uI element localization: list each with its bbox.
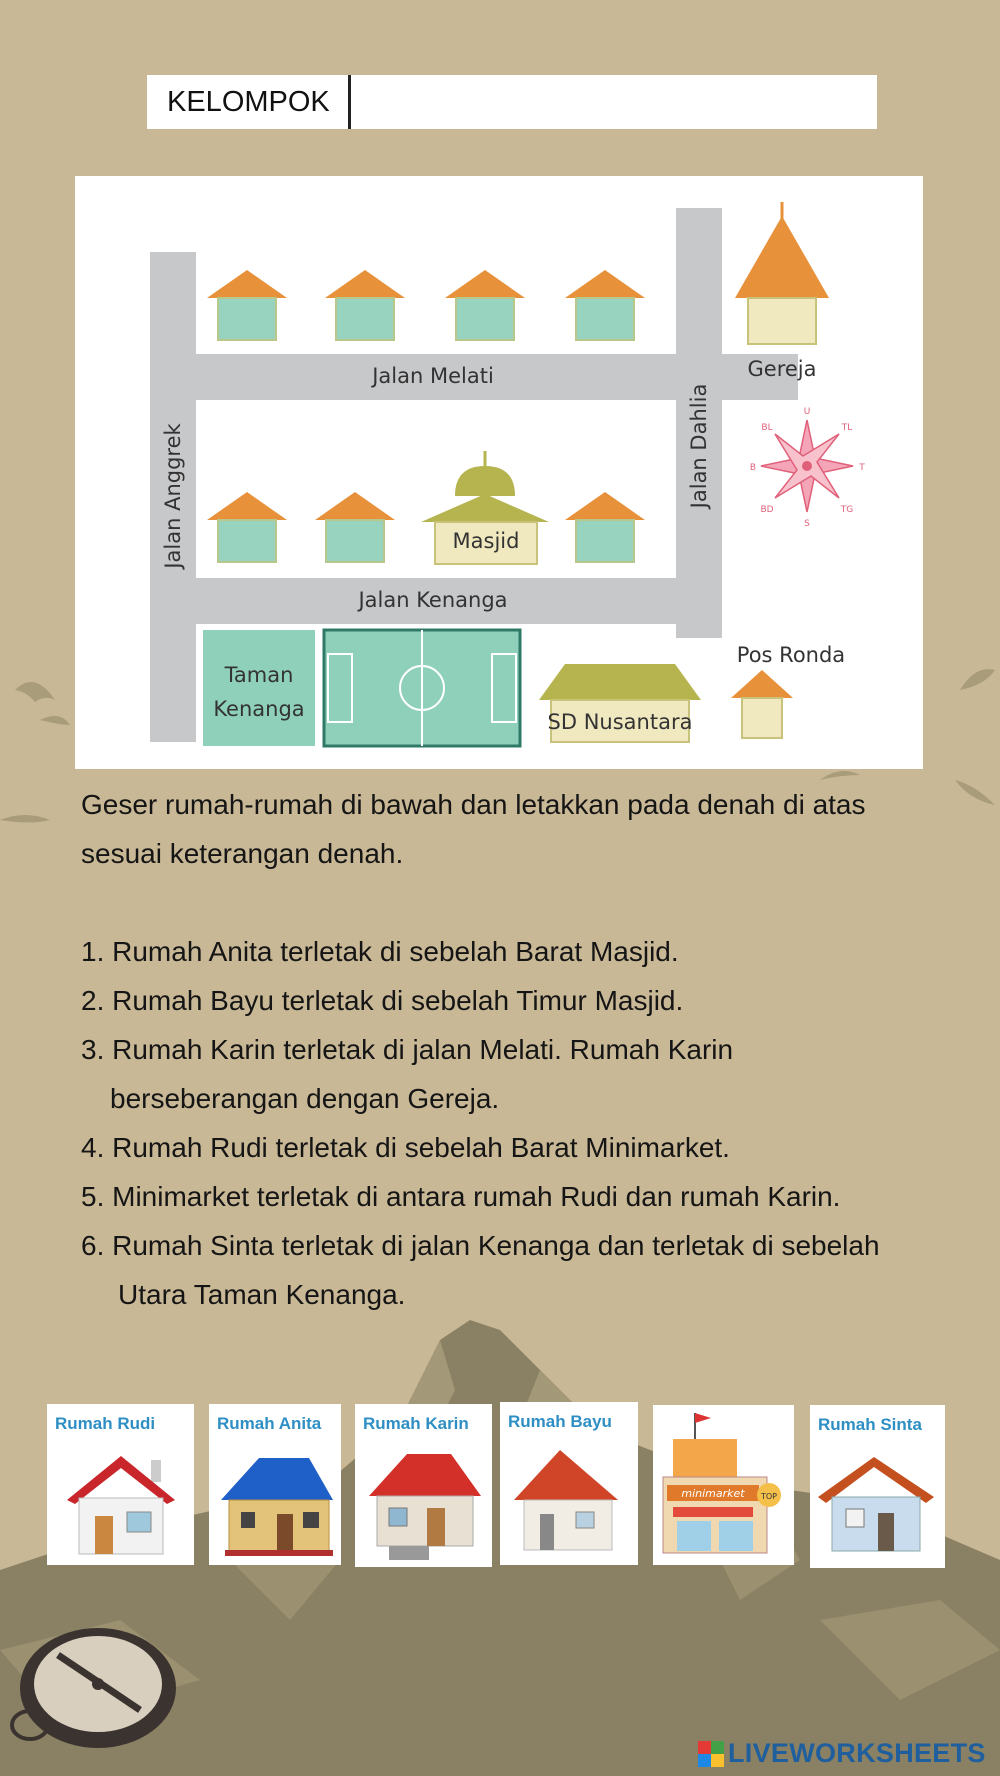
label-gereja: Gereja [747, 357, 817, 381]
card-rumah-sinta[interactable] [810, 1405, 945, 1568]
card-rumah-rudi[interactable] [47, 1404, 194, 1565]
svg-text:T: T [859, 463, 865, 473]
logo-text: LIVEWORKSHEETS [728, 1738, 986, 1768]
house-icon [565, 270, 645, 340]
card-rumah-anita[interactable] [209, 1404, 341, 1565]
label-jalan-dahlia: Jalan Dahlia [687, 383, 711, 509]
svg-text:B: B [749, 463, 757, 473]
house-icon [209, 1404, 341, 1565]
house-icon [325, 270, 405, 340]
instruction-intro-1: Geser rumah-rumah di bawah dan letakkan pada denah di atas [81, 789, 866, 820]
house-icon [445, 270, 525, 340]
house-icon [500, 1402, 638, 1565]
instruction-item-1: 1. Rumah Anita terletak di sebelah Barat Masjid. [81, 936, 679, 967]
instructions [81, 780, 961, 1319]
house-icon [315, 492, 395, 562]
label-masjid: Masjid [452, 529, 520, 553]
instruction-item-5: 5. Minimarket terletak di antara rumah Rudi dan rumah Karin. [81, 1181, 841, 1212]
card-label: Rumah Bayu [508, 1412, 612, 1431]
card-rumah-bayu[interactable] [500, 1402, 638, 1565]
bird-icon [0, 815, 50, 823]
minimarket-icon [653, 1405, 794, 1565]
instruction-item-4: 4. Rumah Rudi terletak di sebelah Barat Minimarket. [81, 1132, 730, 1163]
instruction-item-3: 3. Rumah Karin terletak di jalan Melati. Rumah Karin [81, 1034, 734, 1065]
bird-icon [40, 716, 70, 725]
bird-icon [955, 780, 995, 805]
group-label: KELOMPOK [147, 75, 351, 129]
house-icon [47, 1404, 194, 1565]
card-label: Rumah Rudi [55, 1414, 156, 1433]
house-icon [207, 270, 287, 340]
group-name-input[interactable] [351, 76, 877, 128]
guard-post-icon [731, 670, 793, 738]
instruction-intro-2: sesuai keterangan denah. [81, 838, 404, 869]
house-icon [565, 492, 645, 562]
instruction-item-6-cont: Utara Taman Kenanga. [118, 1279, 406, 1310]
house-icon [355, 1404, 492, 1567]
instruction-item-2: 2. Rumah Bayu terletak di sebelah Timur Masjid. [81, 985, 684, 1016]
instruction-item-6: 6. Rumah Sinta terletak di jalan Kenanga dan terletak di sebelah [81, 1230, 880, 1261]
card-label: Rumah Karin [363, 1414, 469, 1433]
label-pos-ronda: Pos Ronda [736, 643, 846, 667]
liveworksheets-logo [698, 1738, 986, 1769]
bird-icon [15, 682, 55, 702]
label-jalan-kenanga: Jalan Kenanga [358, 588, 508, 612]
card-rumah-karin[interactable] [355, 1404, 492, 1567]
instruction-item-3-cont: berseberangan dengan Gereja. [110, 1083, 500, 1114]
football-field [324, 630, 520, 746]
label-taman-1: Taman [224, 663, 294, 687]
label-jalan-anggrek: Jalan Anggrek [161, 423, 185, 569]
label-taman-2: Kenanga [213, 697, 305, 721]
house-icon [810, 1405, 945, 1568]
svg-text:BL: BL [761, 423, 773, 433]
card-minimarket[interactable] [653, 1405, 794, 1565]
svg-text:TG: TG [840, 505, 854, 515]
label-sd-nusantara: SD Nusantara [547, 710, 693, 734]
bird-icon [820, 771, 860, 780]
svg-text:S: S [804, 519, 810, 529]
minimarket-badge: TOP [760, 1492, 778, 1501]
card-label: Rumah Sinta [818, 1415, 922, 1434]
svg-text:TL: TL [841, 423, 853, 433]
logo-icon [698, 1741, 724, 1767]
bird-icon [960, 669, 995, 690]
church-icon [735, 202, 829, 344]
group-name-box [147, 75, 877, 129]
wind-rose-icon [750, 407, 865, 529]
park-area [203, 630, 315, 746]
svg-text:BD: BD [760, 505, 774, 515]
svg-text:U: U [803, 407, 811, 417]
house-icon [207, 492, 287, 562]
card-label: Rumah Anita [217, 1414, 322, 1433]
map-drawing [75, 176, 923, 769]
label-jalan-melati: Jalan Melati [372, 364, 494, 388]
neighborhood-map [75, 176, 923, 769]
minimarket-sign: minimarket [681, 1487, 745, 1500]
